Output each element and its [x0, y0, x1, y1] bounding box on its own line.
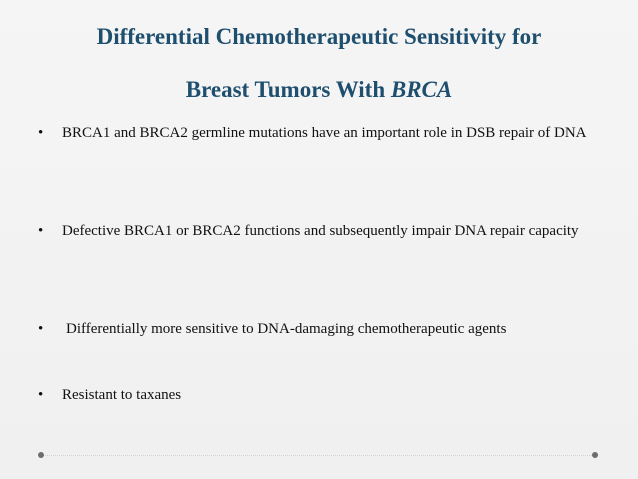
right-footer-dot-icon — [592, 452, 598, 458]
footer-divider — [40, 455, 598, 457]
slide-title-line-2-prefix: Breast Tumors With — [185, 77, 391, 102]
bullet-text: Resistant to taxanes — [62, 387, 182, 403]
slide-title-line-2-italic: BRCA — [390, 77, 453, 102]
bullet-symbol: • — [38, 387, 44, 403]
slide-title-line-1: Differential Chemotherapeutic Sensitivity for — [96, 24, 542, 49]
slide-title — [0, 10, 638, 116]
bullet-symbol: • — [38, 321, 44, 337]
left-footer-dot-icon — [38, 452, 44, 458]
slide-title-line-2 — [0, 63, 638, 116]
bullet-text: Differentially more sensitive to DNA-damaging chemotherapeutic agents — [66, 321, 507, 337]
bullet-symbol: • — [38, 223, 44, 239]
bullet-text: Defective BRCA1 or BRCA2 functions and subsequently impair DNA repair capacity — [62, 223, 579, 239]
bullet-text: BRCA1 and BRCA2 germline mutations have an important role in DSB repair of DNA — [62, 125, 587, 141]
bullet-symbol: • — [38, 125, 44, 141]
